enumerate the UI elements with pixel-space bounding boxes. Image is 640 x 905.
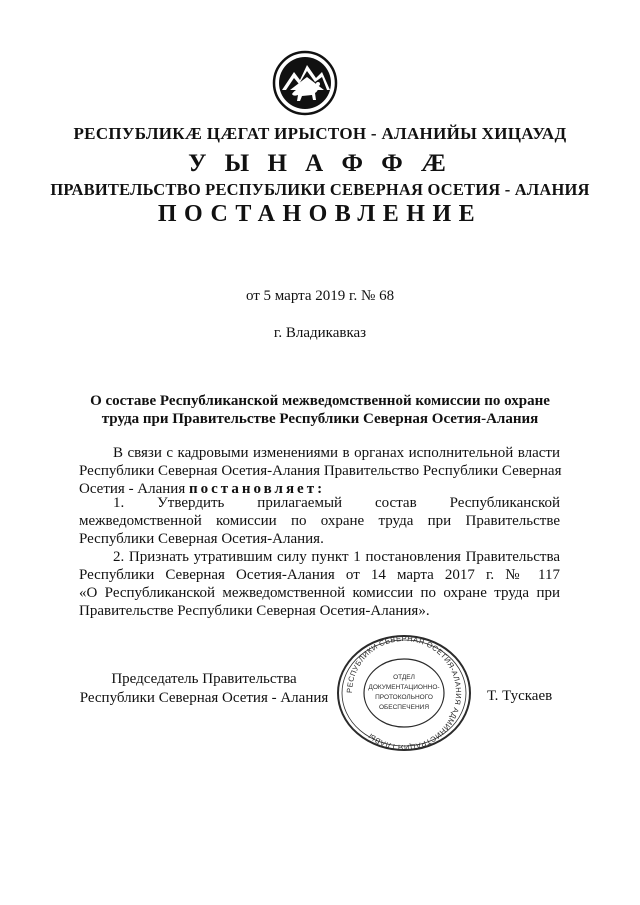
seal-center-line: ОБЕСПЕЧЕНИЯ: [378, 704, 430, 711]
coat-of-arms-icon: [272, 50, 338, 116]
paragraph-preamble: [79, 444, 560, 498]
paragraph-line: Правительстве Республики Северная Осетия-Алания».: [79, 603, 430, 619]
paragraph-line-prefix: Осетия - Алания: [79, 481, 189, 497]
official-seal-icon: [334, 632, 474, 754]
paragraph-line: 1. Утвердить прилагаемый состав Республиканской: [113, 495, 560, 511]
document-title-line-1: О составе Республиканской межведомственной комиссии по охране: [90, 393, 550, 409]
document-date-number: от 5 марта 2019 г. № 68: [245, 288, 395, 304]
paragraph-line: В связи с кадровыми изменениями в органах исполнительной власти: [113, 445, 560, 461]
paragraph-item-1: [79, 494, 560, 548]
signatory-position-line-1: Председатель Правительства: [111, 671, 297, 687]
paragraph-item-2: [79, 548, 560, 620]
ossetian-government-title: РЕСПУБЛИКӔ ЦӔГАТ ИРЫСТОН - АЛАНИЙЫ ХИЦАУАД: [73, 124, 567, 143]
document-city: г. Владикавказ: [273, 325, 367, 341]
paragraph-line: Республики Северная Осетия-Алания от 14 марта 2017 г. № 117: [79, 567, 560, 583]
paragraph-line: Республики Северная Осетия-Алания.: [79, 531, 324, 547]
paragraph-line: «О Республиканской межведомственной комиссии по охране труда при: [79, 585, 560, 601]
paragraph-line: Республики Северная Осетия-Алания Правительство Республики Северная: [79, 463, 562, 479]
paragraph-line: 2. Признать утратившим силу пункт 1 постановления Правительства: [113, 549, 560, 565]
signatory-position-line-2: Республики Северная Осетия - Алания: [79, 690, 329, 706]
resolution-keyword: постановляет:: [189, 481, 326, 497]
signatory-position: [79, 670, 329, 708]
seal-center-line: ПРОТОКОЛЬНОГО: [375, 694, 433, 701]
seal-ring-text: РЕСПУБЛИКИ СЕВЕРНАЯ ОСЕТИЯ-АЛАНИЯ АДМИНИСТРАЦИЯ ГЛАВЫ: [344, 633, 464, 753]
signatory-name: Т. Тускаев: [487, 688, 553, 704]
ossetian-document-type: У Ы Н А Ф Ф Ӕ: [188, 150, 452, 177]
seal-center-line: ОТДЕЛ: [393, 674, 415, 681]
seal-center-line: ДОКУМЕНТАЦИОННО-: [368, 684, 440, 691]
russian-government-title: ПРАВИТЕЛЬСТВО РЕСПУБЛИКИ СЕВЕРНАЯ ОСЕТИЯ - АЛАНИЯ: [50, 180, 590, 199]
document-title: [80, 392, 560, 428]
document-title-line-2: труда при Правительстве Республики Северная Осетия-Алания: [101, 411, 539, 427]
russian-document-type: ПОСТАНОВЛЕНИЕ: [157, 201, 483, 227]
paragraph-line: межведомственной комиссии по охране труда при Правительстве: [79, 513, 560, 529]
